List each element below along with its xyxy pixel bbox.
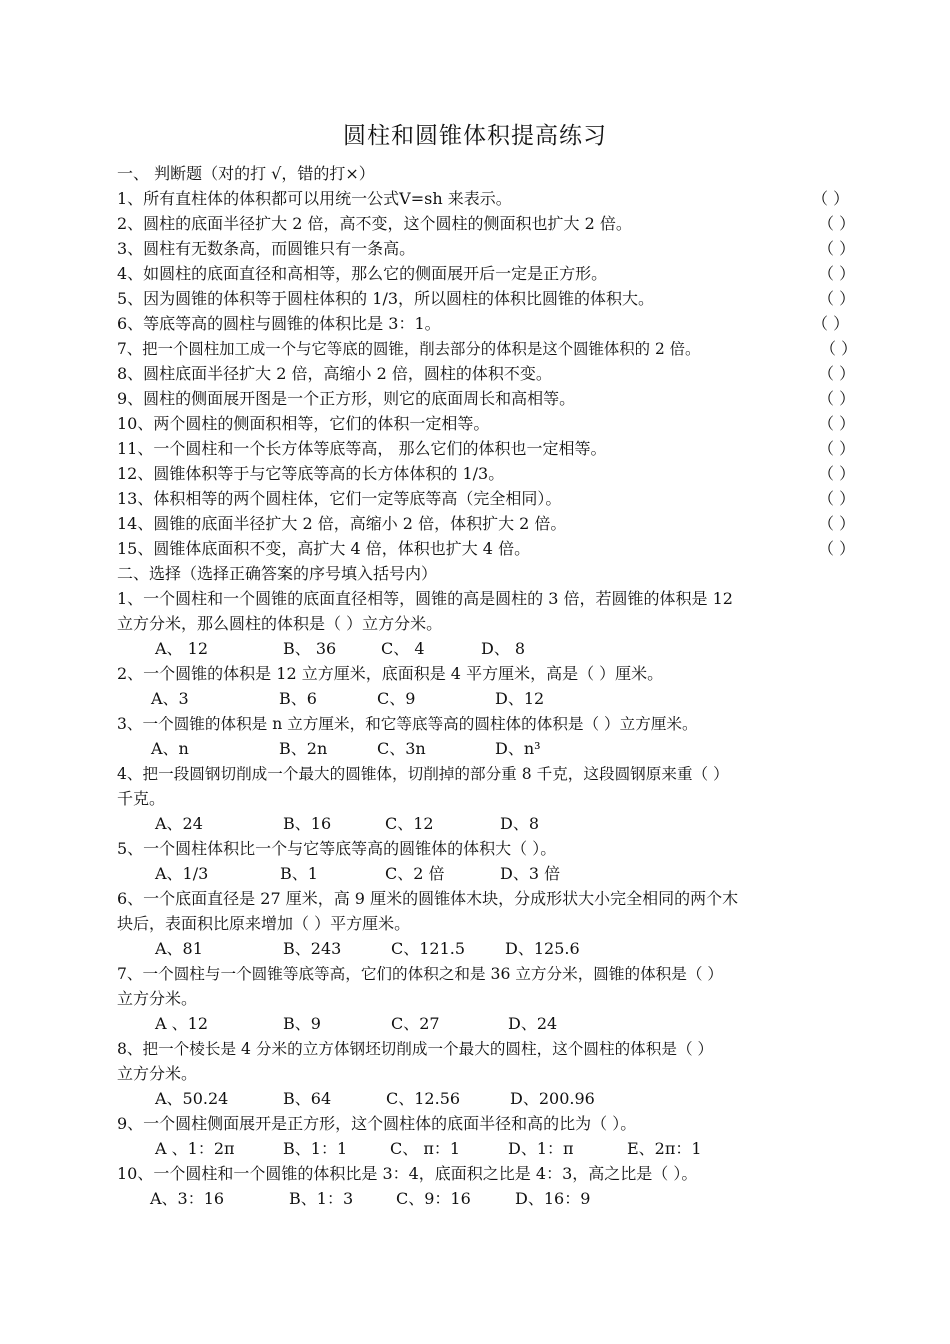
question-3-option-a: A、n: [151, 739, 189, 758]
answer-blank: （ ）: [818, 214, 856, 233]
question-6-option-b: B、243: [283, 939, 342, 958]
question-6-option-a: A、81: [155, 939, 203, 958]
question-9-line-1: 9、一个圆柱侧面展开是正方形，这个圆柱体的底面半径和高的比为（ ）。: [117, 1114, 637, 1133]
question-7-line-1: 7、一个圆柱与一个圆锥等底等高，它们的体积之和是 36 立方分米，圆锥的体积是（ ）: [117, 965, 724, 983]
question-5-option-b: B、1: [280, 864, 318, 883]
judgement-item-1: 1、所有直柱体的体积都可以用统一公式V=sh 来表示。: [117, 189, 512, 208]
judgement-item-10: 10、两个圆柱的侧面积相等，它们的体积一定相等。: [117, 414, 490, 433]
question-3-option-c: C、3n: [377, 739, 426, 758]
question-9-option-b: B、1：1: [283, 1139, 348, 1158]
question-8-line-1: 8、把一个棱长是 4 分米的立方体钢坯切削成一个最大的圆柱，这个圆柱的体积是（ ）: [117, 1040, 714, 1058]
question-6-option-c: C、121.5: [391, 939, 466, 958]
question-10-option-c: C、9：16: [396, 1189, 471, 1208]
question-2-line-1: 2、一个圆锥的体积是 12 立方厘米，底面积是 4 平方厘米，高是（ ）厘米。: [117, 664, 664, 683]
question-1-line-2: 立方分米，那么圆柱的体积是（ ）立方分米。: [117, 614, 443, 633]
question-9-option-a: A 、1：2π: [155, 1139, 235, 1158]
question-8-option-c: C、12.56: [386, 1089, 461, 1108]
question-10-option-b: B、1：3: [289, 1189, 354, 1208]
question-8-option-b: B、64: [283, 1089, 332, 1108]
answer-blank: （ ）: [818, 489, 856, 508]
judgement-item-6: 6、等底等高的圆柱与圆锥的体积比是 3：1。: [117, 314, 441, 333]
question-5-option-a: A、1/3: [155, 864, 209, 883]
answer-blank: （ ）: [820, 339, 858, 358]
answer-blank: （ ）: [812, 189, 850, 208]
answer-blank: （ ）: [818, 464, 856, 483]
judgement-item-14: 14、圆锥的底面半径扩大 2 倍，高缩小 2 倍，体积扩大 2 倍。: [117, 514, 567, 533]
question-8-line-2: 立方分米。: [117, 1064, 198, 1083]
judgement-item-15: 15、圆锥体底面积不变，高扩大 4 倍，体积也扩大 4 倍。: [117, 539, 531, 558]
question-3-line-1: 3、一个圆锥的体积是 n 立方厘米，和它等底等高的圆柱体的体积是（ ）立方厘米。: [117, 715, 698, 733]
question-6-line-1: 6、一个底面直径是 27 厘米，高 9 厘米的圆锥体木块，分成形状大小完全相同的两个木: [117, 889, 739, 908]
question-5-option-d: D、3 倍: [500, 864, 561, 883]
judgement-item-11: 11、一个圆柱和一个长方体等底等高， 那么它们的体积也一定相等。: [117, 439, 607, 458]
question-4-option-c: C、12: [385, 814, 434, 833]
question-9-option-e: E、2π：1: [627, 1139, 702, 1158]
question-7-option-a: A 、12: [155, 1014, 209, 1033]
question-10-line-1: 10、一个圆柱和一个圆锥的体积比是 3：4，底面积之比是 4：3，高之比是（ ）。: [117, 1164, 698, 1183]
question-2-option-a: A、3: [151, 689, 189, 708]
question-7-option-d: D、24: [508, 1014, 558, 1033]
judgement-item-4: 4、如圆柱的底面直径和高相等，那么它的侧面展开后一定是正方形。: [117, 264, 608, 283]
question-4-line-2: 千克。: [117, 789, 166, 808]
question-3-option-b: B、2n: [279, 739, 328, 758]
question-7-option-b: B、9: [283, 1014, 321, 1033]
question-2-option-b: B、6: [279, 689, 317, 708]
answer-blank: （ ）: [812, 314, 850, 333]
judgement-item-3: 3、圆柱有无数条高，而圆锥只有一条高。: [117, 239, 416, 258]
judgement-item-7: 7、把一个圆柱加工成一个与它等底的圆锥，削去部分的体积是这个圆锥体积的 2 倍。: [117, 340, 701, 358]
question-8-option-d: D、200.96: [510, 1089, 595, 1108]
question-7-line-2: 立方分米。: [117, 989, 198, 1008]
section-heading-choice: 二、选择（选择正确答案的序号填入括号内）: [117, 564, 438, 583]
section-heading-judgement: 一、 判断题（对的打 √，错的打×）: [117, 164, 375, 183]
question-2-option-c: C、9: [377, 689, 416, 708]
question-9-option-c: C、 π：1: [390, 1139, 461, 1158]
question-10-option-d: D、16：9: [515, 1189, 591, 1208]
question-1-option-d: D、 8: [481, 639, 526, 658]
answer-blank: （ ）: [818, 389, 856, 408]
question-5-option-c: C、2 倍: [385, 864, 445, 883]
answer-blank: （ ）: [818, 289, 856, 308]
answer-blank: （ ）: [818, 539, 856, 558]
question-1-option-a: A、 12: [155, 639, 209, 658]
question-1-option-b: B、 36: [283, 639, 337, 658]
question-6-line-2: 块后，表面积比原来增加（ ）平方厘米。: [117, 914, 411, 933]
answer-blank: （ ）: [818, 264, 856, 283]
question-8-option-a: A、50.24: [155, 1089, 229, 1108]
question-2-option-d: D、12: [495, 689, 545, 708]
question-3-option-d: D、n³: [495, 739, 541, 758]
judgement-item-5: 5、因为圆锥的体积等于圆柱体积的 1/3，所以圆柱的体积比圆锥的体积大。: [117, 289, 655, 308]
question-9-option-d: D、1：π: [508, 1139, 574, 1158]
answer-blank: （ ）: [818, 439, 856, 458]
judgement-item-12: 12、圆锥体积等于与它等底等高的长方体体积的 1/3。: [117, 464, 505, 483]
question-7-option-c: C、27: [391, 1014, 440, 1033]
judgement-item-8: 8、圆柱底面半径扩大 2 倍，高缩小 2 倍，圆柱的体积不变。: [117, 364, 552, 383]
question-1-line-1: 1、一个圆柱和一个圆锥的底面直径相等，圆锥的高是圆柱的 3 倍，若圆锥的体积是 12: [117, 589, 733, 608]
judgement-item-2: 2、圆柱的底面半径扩大 2 倍，高不变，这个圆柱的侧面积也扩大 2 倍。: [117, 214, 632, 233]
page-title: 圆柱和圆锥体积提高练习: [343, 123, 607, 149]
question-4-line-1: 4、把一段圆钢切削成一个最大的圆锥体，切削掉的部分重 8 千克，这段圆钢原来重（ ）: [117, 765, 729, 783]
question-6-option-d: D、125.6: [505, 939, 580, 958]
question-5-line-1: 5、一个圆柱体积比一个与它等底等高的圆锥体的体积大（ ）。: [117, 839, 557, 858]
question-4-option-d: D、8: [500, 814, 540, 833]
answer-blank: （ ）: [818, 414, 856, 433]
question-4-option-a: A、24: [155, 814, 203, 833]
question-10-option-a: A、3：16: [150, 1189, 225, 1208]
answer-blank: （ ）: [818, 364, 856, 383]
answer-blank: （ ）: [818, 239, 856, 258]
judgement-item-13: 13、体积相等的两个圆柱体，它们一定等底等高（完全相同）。: [117, 489, 562, 508]
answer-blank: （ ）: [818, 514, 856, 533]
question-1-option-c: C、 4: [381, 639, 425, 658]
question-4-option-b: B、16: [283, 814, 332, 833]
judgement-item-9: 9、圆柱的侧面展开图是一个正方形，则它的底面周长和高相等。: [117, 389, 576, 408]
